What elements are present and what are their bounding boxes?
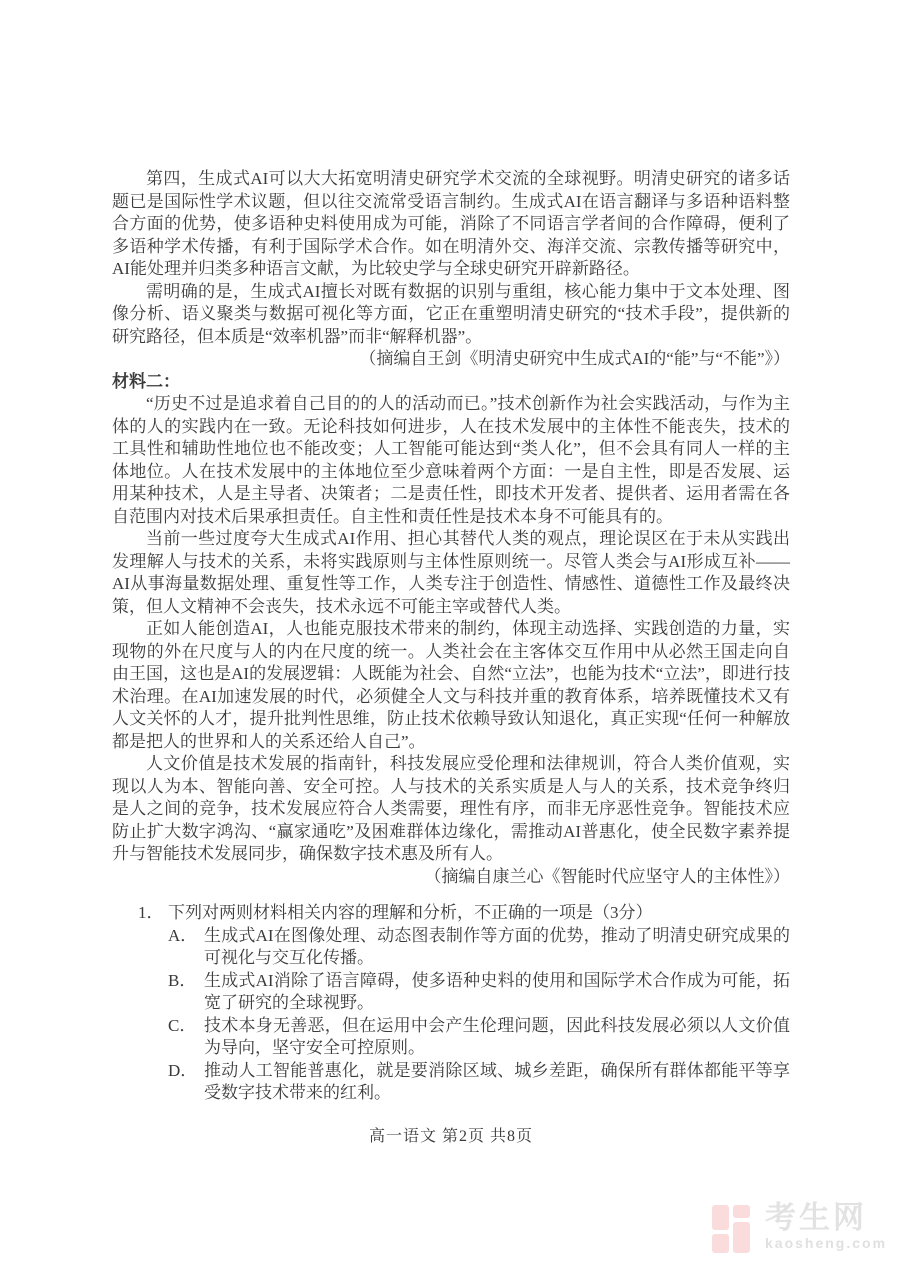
kaosheng-watermark bbox=[712, 1201, 887, 1253]
kaosheng-logo-icon bbox=[712, 1205, 752, 1253]
option-c-label: C． bbox=[168, 1015, 197, 1035]
material2-paragraph: “历史不过是追求着自己目的的人的活动而已。”技术创新作为社会实践活动，与作为主体的人的实践内在一致。无论科技如何进步，人在技术发展中的主体性不能丧失，技术的工具性和辅助性地位也不能改变；人工智能可能达到“类人化”，但不会具有同人一样的主体地位。人在技术发展中的主体地位至少意味着两个方面：一是自主性，即是否发展、运用某种技术，人是主导者、决策者；二是责任性，即技术开发者、提供者、运用者需在各自范围内对技术后果承担责任。自主性和责任性是技术本身不可能具有的。 bbox=[112, 394, 790, 526]
exam-body bbox=[112, 168, 790, 1105]
option-b-label: B． bbox=[168, 970, 197, 990]
material2-label: 材料二： bbox=[112, 371, 180, 391]
watermark-site-name: 考生网 bbox=[765, 1200, 867, 1235]
question-1-stem-row bbox=[112, 902, 790, 925]
question-1-option-d bbox=[112, 1060, 790, 1105]
question-1-option-a bbox=[112, 925, 790, 970]
question-1-option-b bbox=[112, 970, 790, 1015]
material2-paragraph: 当前一些过度夸大生成式AI作用、担心其替代人类的观点，理论误区在于未从实践出发理解人与技术的关系，未将实践原则与主体性原则统一。尽管人类会与AI形成互补——AI从事海量数据处理、重复性等工作，人类专注于创造性、情感性、道德性工作及最终决策，但人文精神不会丧失，技术永远不可能主宰或替代人类。 bbox=[112, 529, 790, 616]
page-footer: 高一语文 第2页 共8页 bbox=[368, 1128, 533, 1145]
question-1-stem: 下列对两则材料相关内容的理解和分析，不正确的一项是（3分） bbox=[168, 903, 653, 922]
watermark-text bbox=[765, 1201, 887, 1251]
option-d-label: D． bbox=[168, 1060, 198, 1080]
question-1-option-c bbox=[112, 1015, 790, 1060]
question-1-number: 1． bbox=[138, 903, 164, 922]
material1-paragraph: 需明确的是，生成式AI擅长对既有数据的识别与重组，核心能力集中于文本处理、图像分析、语义聚类与数据可视化等方面，它正在重塑明清史研究的“技术手段”，提供新的研究路径，但本质是“效率机器”而非“解释机器”。 bbox=[112, 281, 790, 346]
material2-attribution: （摘编自康兰心《智能时代应坚守人的主体性》） bbox=[424, 866, 790, 886]
option-c-text: 技术本身无善恶，但在运用中会产生伦理问题，因此科技发展必须以人文价值为导向，坚守安全可控原则。 bbox=[204, 1015, 790, 1057]
watermark-site-domain: kaosheng.com bbox=[765, 1235, 888, 1251]
option-a-label: A． bbox=[168, 925, 198, 945]
material1-paragraph: 第四，生成式AI可以大大拓宽明清史研究学术交流的全球视野。明清史研究的诸多话题已是国际性学术议题，但以往交流常受语言制约。生成式AI在语言翻译与多语种语料整合方面的优势，使多语种史料使用成为可能，消除了不同语言学者间的合作障碍，便利了多语种学术传播，有利于国际学术合作。如在明清外交、海洋交流、宗教传播等研究中，AI能处理并归类多种语言文献，为比较史学与全球史研究开辟新路径。 bbox=[112, 169, 790, 278]
material2-paragraph: 正如人能创造AI，人也能克服技术带来的制约，体现主动选择、实践创造的力量，实现物的外在尺度与人的内在尺度的统一。人类社会在主客体交互作用中从必然王国走向自由王国，这也是AI的发展逻辑：人既能为社会、自然“立法”，也能为技术“立法”，即进行技术治理。在AI加速发展的时代，必须健全人文与科技并重的教育体系，培养既懂技术又有人文关怀的人才，提升批判性思维，防止技术依赖导致认知退化，真正实现“任何一种解放都是把人的世界和人的关系还给人自己”。 bbox=[112, 619, 790, 751]
material1-attribution: （摘编自王剑《明清史研究中生成式AI的“能”与“不能”》） bbox=[359, 349, 790, 368]
question-1 bbox=[112, 902, 790, 1105]
option-d-text: 推动人工智能普惠化，就是要消除区域、城乡差距，确保所有群体都能平等享受数字技术带来的红利。 bbox=[204, 1060, 790, 1102]
option-b-text: 生成式AI消除了语言障碍，使多语种史料的使用和国际学术合作成为可能，拓宽了研究的全球视野。 bbox=[204, 970, 790, 1012]
material2-paragraph: 人文价值是技术发展的指南针，科技发展应受伦理和法律规训，符合人类价值观，实现以人为本、智能向善、安全可控。人与技术的关系实质是人与人的关系，技术竞争终归是人之间的竞争，技术发展应符合人类需要，理性有序，而非无序恶性竞争。智能技术应防止扩大数字鸿沟、“赢家通吃”及困难群体边缘化，需推动AI普惠化，使全民数字素养提升与智能技术发展同步，确保数字技术惠及所有人。 bbox=[112, 754, 790, 863]
option-a-text: 生成式AI在图像处理、动态图表制作等方面的优势，推动了明清史研究成果的可视化与交互化传播。 bbox=[204, 925, 790, 967]
